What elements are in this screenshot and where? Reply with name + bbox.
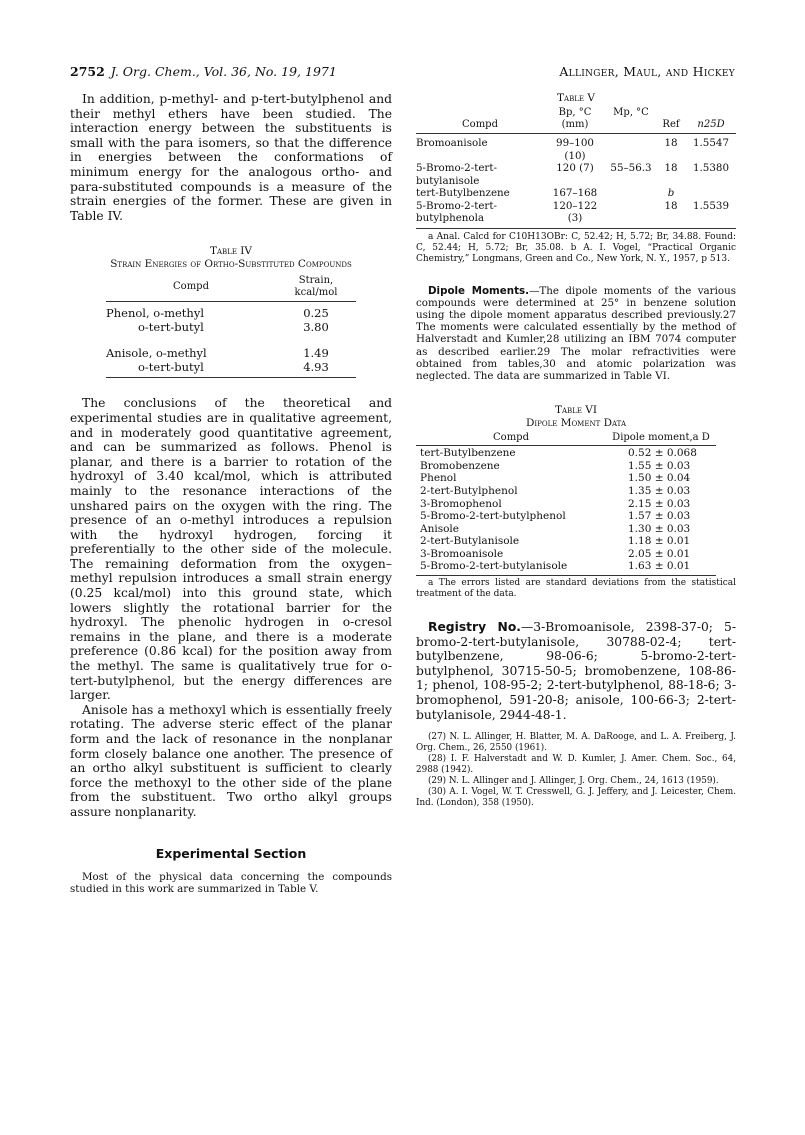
table6-col-dipole: Dipole moment,a D (612, 432, 710, 444)
table5-nd (686, 187, 736, 200)
reference-item: (27) N. L. Allinger, H. Blatter, M. A. DaRooge, and L. A. Freiberg, J. Org. Chem., 26, 2550 (1961). (416, 732, 736, 754)
table-row (416, 162, 736, 187)
reference-item: (29) N. L. Allinger and J. Allinger, J. Org. Chem., 24, 1613 (1959). (428, 776, 719, 787)
table6-header-row (416, 432, 716, 444)
registry-paragraph (416, 620, 736, 722)
table4-col-strain: Strain, kcal/mol (294, 275, 338, 299)
journal-citation: J. Org. Chem., Vol. 36, No. 19, 1971 (110, 64, 337, 79)
table5-compd: 5-Bromo-2-tert-butylanisole (416, 162, 497, 187)
table6-value: 1.63 ± 0.01 (628, 560, 691, 573)
running-header-authors: Allinger, Maul, and Hickey (559, 64, 735, 79)
table5-mp (606, 187, 656, 200)
table5-col-nd: n25D (697, 119, 725, 130)
table5-col-bp: Bp, °C (mm) (558, 107, 592, 130)
table4-compd: Anisole, o-methyl (106, 346, 207, 361)
table-row (416, 510, 716, 523)
table5-compd: 5-Bromo-2-tert-butylphenola (416, 199, 497, 224)
conclusions-paragraph: The conclusions of the theoretical and experimental studies are in qualitative agreement, and in moderately good quantitative agreement, and can be summarized as follows. Phenol is planar, and there is a barrier to rotation of the hydroxyl of 3.40 kcal/mol, which is attributed mainly to the resonance interactions of the unshared pairs on the oxygen with the ring. The presence of an o-methyl introduces a repulsion with the hydroxyl hydrogen, forcing it preferentially to the other side of the molecule. The remaining deformation from the oxygen–methyl repulsion introduces a small strain energy (0.25 kcal/mol) into this ground state, which lowers slightly the rotational barrier for the hydroxyl. The phenolic hydrogen in o-cresol remains in the plane, and there is a moderate preference (0.86 kcal) for the position away from the methyl. The same is qualitatively true for o-tert-butylphenol, but the energy differences are larger. (70, 396, 392, 703)
table6-compd: 2-tert-Butylphenol (420, 484, 518, 497)
reference-item: (28) I. F. Halverstadt and W. D. Kumler, J. Amer. Chem. Soc., 64, 2988 (1942). (416, 754, 736, 776)
table-row (416, 548, 716, 561)
table-row (106, 346, 356, 360)
reference-item: (30) A. I. Vogel, W. T. Cresswell, G. J. Jeffery, and J. Leicester, Chem. Ind. (London), 358 (1950). (416, 787, 736, 809)
experimental-paragraph: Most of the physical data concerning the compounds studied in this work are summarized in Table V. (70, 870, 392, 896)
table4-header-row (106, 275, 356, 299)
table5-header-row (416, 107, 736, 131)
table6-value: 2.05 ± 0.01 (628, 547, 691, 560)
table5-nd: 1.5380 (692, 162, 730, 174)
table6-value: 1.50 ± 0.04 (628, 472, 691, 485)
table6-value: 1.18 ± 0.01 (628, 535, 691, 548)
table5-bp: 120 (7) (556, 162, 594, 174)
table5-nd: 1.5539 (692, 199, 730, 212)
table-row (416, 460, 716, 473)
registry-heading: Registry No. (428, 620, 521, 635)
table6-compd: Anisole (420, 522, 459, 535)
table-row (416, 498, 716, 511)
table5-ref: 18 (664, 199, 678, 212)
table5-ref: 18 (664, 162, 678, 174)
table4-strain: 4.93 (303, 360, 329, 375)
dipole-heading: Dipole Moments. (428, 284, 530, 297)
table6-compd: 5-Bromo-2-tert-butylanisole (420, 560, 568, 573)
table5 (416, 107, 736, 229)
table5-footnote-block (416, 232, 736, 265)
table6-footnote-block (416, 578, 736, 600)
table4-caption: Strain Energies of Ortho-Substituted Compounds (110, 258, 352, 271)
table5-bp: 167–168 (552, 187, 598, 199)
table-row (416, 535, 716, 548)
table-row (416, 187, 736, 200)
table6-value: 1.35 ± 0.03 (628, 484, 691, 497)
table4-compd: o-tert-butyl (138, 360, 204, 375)
table6-compd: Phenol (420, 472, 457, 485)
section-title: Experimental Section (155, 845, 307, 861)
table6 (416, 432, 716, 576)
table-row (416, 560, 716, 573)
table6-compd: 3-Bromophenol (420, 497, 502, 510)
right-column (416, 92, 736, 809)
table6-compd: 2-tert-Butylanisole (420, 535, 520, 548)
table5-bp: 99–100 (10) (556, 137, 594, 162)
table5-nd: 1.5547 (692, 137, 730, 149)
table5-col-compd: Compd (462, 119, 498, 130)
table4-compd: o-tert-butyl (138, 320, 204, 335)
table4-compd: Phenol, o-methyl (106, 306, 204, 321)
table5-footnote: a Anal. Calcd for C10H13OBr: C, 52.42; H, 5.72; Br, 34.88. Found: C, 52.44; H, 5.72; Br, 35.08. b A. I. Vogel, “Practical Organic Chemistry,” Longmans, Green and Co., New York, N. Y., 1957, p 513. (416, 231, 736, 264)
table6-value: 1.55 ± 0.03 (628, 459, 691, 472)
table6-compd: tert-Butylbenzene (420, 447, 516, 460)
registry-text: —3-Bromoanisole, 2398-37-0; 5-bromo-2-tert-butylanisole, 30788-02-4; tert-butylbenzene, 98-06-6; 5-bromo-2-tert-butylphenol, 30715-50-5; bromobenzene, 108-86-1; phenol, 108-95-2; 2-tert-butylphenol, 88-18-6; 3-bromophenol, 591-20-8; anisole, 100-66-3; 2-tert-butylanisole, 2944-48-1. (416, 620, 736, 722)
table5-mp (606, 200, 656, 225)
table5-compd: Bromoanisole (416, 137, 488, 149)
table6-col-compd: Compd (493, 432, 529, 444)
table6-value: 2.15 ± 0.03 (628, 497, 691, 510)
table5-compd: tert-Butylbenzene (416, 187, 510, 199)
anisole-paragraph: Anisole has a methoxyl which is essentially freely rotating. The adverse steric effect of the planar form and the lack of resonance in the nonplanar form closely balance one another. The presence of an ortho alkyl substituent is sufficient to clearly force the methoxyl to the other side of the plane from the substituent. Two ortho alkyl groups assure nonplanarity. (70, 702, 392, 819)
table-row (106, 306, 356, 320)
table4-strain: 3.80 (303, 320, 329, 335)
table6-value: 0.52 ± 0.068 (628, 447, 697, 460)
table5-ref: b (667, 187, 675, 199)
table6-value: 1.30 ± 0.03 (628, 522, 691, 535)
left-column (70, 92, 392, 896)
references (416, 732, 736, 809)
table5-ref: 18 (664, 137, 678, 149)
dipole-text: —The dipole moments of the various compounds were determined at 25° in benzene solution using the dipole moment apparatus described previously.27 The moments were calculated essentially by the method of Halverstadt and Kumler,28 utilizing an IBM 7074 computer as described earlier.29 The molar refractivities were obtained from tables,30 and atomic polarization was neglected. The data are summarized in Table VI. (416, 284, 736, 382)
table6-caption: Dipole Moment Data (525, 417, 627, 430)
table4-strain: 1.49 (303, 346, 329, 361)
running-header-left (70, 64, 337, 79)
table6-compd: 5-Bromo-2-tert-butylphenol (420, 510, 566, 523)
table-row (416, 200, 736, 225)
table5-col-mp: Mp, °C (613, 107, 649, 118)
table5-mp: 55–56.3 (610, 162, 652, 174)
table-row (106, 320, 356, 334)
table6-footnote: a The errors listed are standard deviations from the statistical treatment of the data. (416, 578, 736, 600)
table-row (416, 485, 716, 498)
table4 (106, 275, 356, 378)
page-number: 2752 (70, 64, 105, 79)
table-row (106, 360, 356, 374)
intro-paragraph: In addition, p-methyl- and p-tert-butylphenol and their methyl ethers have been studied. The interaction energy between the substituents is small with the para isomers, so that the difference in energies between the conformations of minimum energy for the analogous ortho- and para-substituted compounds is a measure of the strain energies of the former. These are given in Table IV. (70, 92, 392, 223)
table6-compd: 3-Bromoanisole (420, 547, 504, 560)
table-row (416, 472, 716, 485)
table6-compd: Bromobenzene (420, 459, 500, 472)
table5-title: Table V (557, 92, 595, 104)
table4-col-compd: Compd (173, 281, 209, 293)
table4-title: Table IV (209, 245, 253, 258)
table-row (416, 137, 736, 162)
table5-col-ref: Ref (662, 119, 680, 130)
table5-mp (606, 137, 656, 162)
table6-value: 1.57 ± 0.03 (628, 510, 691, 523)
table6-title: Table VI (554, 404, 598, 417)
dipole-paragraph (416, 285, 736, 383)
table-row (416, 523, 716, 536)
table-row (416, 447, 716, 460)
table4-strain: 0.25 (303, 306, 329, 321)
table5-bp: 120–122 (3) (552, 199, 598, 224)
